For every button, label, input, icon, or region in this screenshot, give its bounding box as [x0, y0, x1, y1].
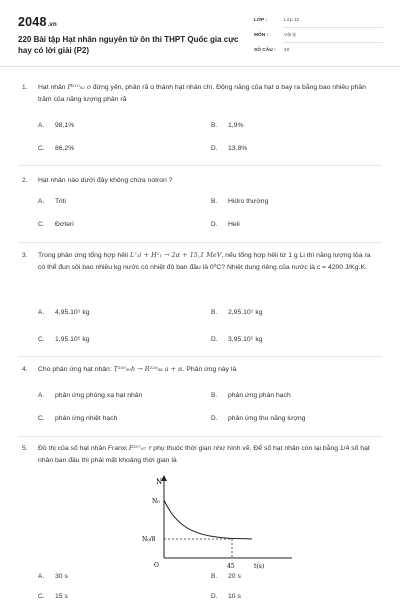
option-label: C.: [38, 415, 45, 422]
logo-suffix: .vn: [47, 22, 57, 28]
meta-subject-label: MÔN :: [254, 33, 269, 38]
option-label: D.: [211, 221, 218, 228]
question-divider: [18, 436, 382, 437]
option-label: D.: [211, 593, 218, 600]
option-a[interactable]: 4,95.10⁵ kg: [55, 309, 90, 316]
question-text: [38, 443, 378, 466]
question-number: 5.: [22, 445, 28, 452]
option-label: A.: [38, 573, 45, 580]
option-label: A.: [38, 392, 45, 399]
option-a[interactable]: Triti: [55, 198, 67, 205]
meta-divider: [283, 42, 383, 43]
nuclide-formula: P²¹⁰₈₂ o: [67, 83, 91, 91]
logo-text: 2048: [18, 15, 47, 29]
option-d[interactable]: Heli: [228, 221, 240, 228]
n8-label: N₀/8: [142, 536, 156, 543]
option-b[interactable]: phản ứng phân hạch: [228, 392, 291, 399]
option-a[interactable]: phản ứng phóng xạ hạt nhân: [55, 392, 143, 399]
option-d[interactable]: 3,95.10⁵ kg: [228, 336, 263, 343]
option-label: D.: [211, 145, 218, 152]
option-label: C.: [38, 336, 45, 343]
question-divider: [18, 165, 382, 166]
option-b[interactable]: 2,95.10⁵ kg: [228, 309, 263, 316]
question-divider: [18, 356, 382, 357]
option-c[interactable]: 15 s: [55, 593, 68, 600]
option-c[interactable]: Đơteri: [55, 221, 74, 228]
decay-curve: [164, 500, 252, 539]
n0-label: N₀: [152, 498, 160, 505]
question-number: 4.: [22, 366, 28, 373]
decay-graph: [140, 472, 300, 570]
question-divider: [18, 242, 382, 243]
header-divider: [0, 66, 400, 67]
option-label: A.: [38, 122, 45, 129]
option-label: C.: [38, 145, 45, 152]
option-label: B.: [211, 122, 218, 129]
question-text: [38, 82, 378, 105]
meta-class-label: LỚP :: [254, 18, 268, 23]
option-label: B.: [211, 392, 218, 399]
option-label: B.: [211, 309, 218, 316]
option-label: D.: [211, 415, 218, 422]
reaction-formula: L⁷₃i + H¹₁ → 2α + 15,1 MeV: [129, 251, 222, 259]
question-text: [38, 364, 378, 376]
option-label: A.: [38, 198, 45, 205]
option-b[interactable]: 20 s: [228, 573, 241, 580]
question-text-part: Hạt nhân: [38, 84, 68, 91]
option-d[interactable]: 10 s: [228, 593, 241, 600]
option-label: B.: [211, 573, 218, 580]
question-text-part: đứng yên, phân rã α thành hạt nhân chì. Động năng của hạt α bay ra bằng bao nhiêu phần trăm của năng lượng phân rã: [38, 84, 366, 103]
x-axis-label: t(s): [254, 563, 265, 570]
option-label: A.: [38, 309, 45, 316]
option-c[interactable]: phản ứng nhiệt hạch: [55, 415, 118, 422]
question-text-part: Đồ thị của số hạt nhân Franxi: [38, 445, 129, 452]
option-label: B.: [211, 198, 218, 205]
nuclide-formula: F²⁰⁷₈₇ r: [128, 444, 152, 452]
option-c[interactable]: 1,95.10⁵ kg: [55, 336, 90, 343]
question-text-part: Cho phản ứng hạt nhân:: [38, 366, 114, 373]
option-a[interactable]: 98,1%: [55, 122, 75, 129]
option-d[interactable]: 13,8%: [228, 145, 248, 152]
y-axis-label: N: [156, 478, 163, 486]
option-a[interactable]: 30 s: [55, 573, 68, 580]
meta-divider: [283, 27, 383, 28]
question-text: [38, 250, 378, 273]
option-c[interactable]: 86,2%: [55, 145, 75, 152]
option-label: D.: [211, 336, 218, 343]
question-text: Hạt nhân nào dưới đây không chứa notron ?: [38, 177, 173, 184]
meta-count-value: 40: [284, 48, 290, 53]
reaction-formula: T²³⁰₉₀h → R²²⁶₈₈ a + α: [113, 365, 183, 373]
question-number: 2.: [22, 177, 28, 184]
t-tick-label: 45: [227, 563, 235, 570]
question-text-part: . Phản ứng này là: [182, 366, 237, 373]
meta-subject-value: Vật lý: [284, 33, 296, 38]
option-b[interactable]: 1,9%: [228, 122, 244, 129]
page-title: 220 Bài tập Hạt nhân nguyên tử ôn thi THPT Quốc gia cực hay có lời giải (P2): [18, 35, 239, 55]
question-number: 1.: [22, 84, 28, 91]
option-label: C.: [38, 221, 45, 228]
question-text-part: phụ thuộc thời gian như hình vẽ. Để số hạt nhân còn lại bằng 1/4 số hạt nhân ban đầu thì phải mất khoảng thời gian là: [38, 445, 370, 464]
option-b[interactable]: Hidro thường: [228, 198, 269, 205]
question-number: 3.: [22, 252, 28, 259]
meta-class-value: Lớp 12: [284, 18, 300, 23]
origin-label: O: [154, 562, 159, 569]
meta-count-label: SỐ CÂU :: [254, 48, 276, 53]
site-logo[interactable]: [18, 15, 57, 29]
option-label: C.: [38, 593, 45, 600]
question-text-part: , nếu tổng hợp hêli từ 1 g Li thì năng lượng tỏa ra có thể đun sôi bao nhiêu kg nước có nhiệt độ ban đầu là 0⁰C? Nhiệt dung riêng của nước là c = 4200 J/Kg.K.: [38, 252, 371, 271]
question-text-part: Trong phản ứng tổng hợp hêli: [38, 252, 130, 259]
option-d[interactable]: phản ứng thu năng lượng: [228, 415, 306, 422]
